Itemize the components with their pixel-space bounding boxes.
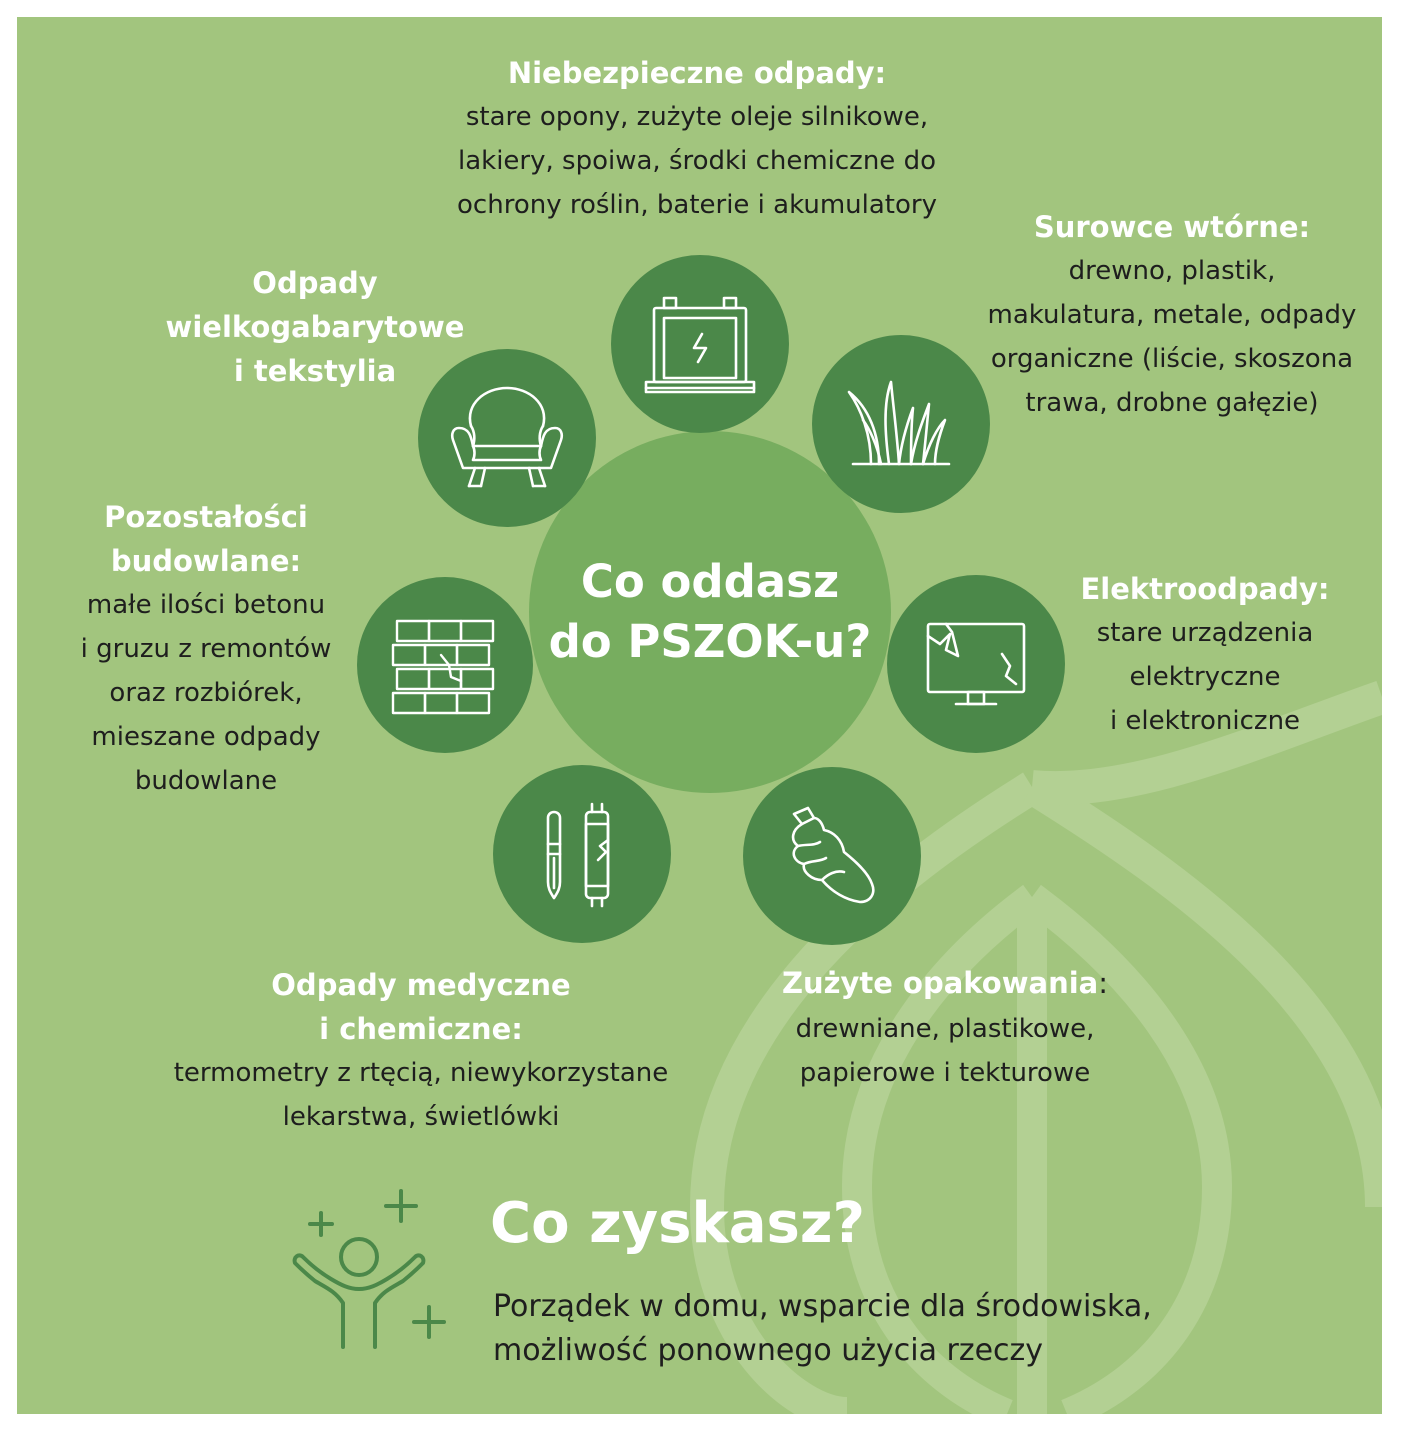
bulky-title: i tekstylia: [233, 354, 397, 388]
recyclables-line: drewno, plastik,: [1068, 256, 1276, 286]
recyclables-line: organiczne (liście, skoszona: [990, 344, 1354, 374]
center-question-line1: Co oddasz: [580, 555, 840, 608]
construction-title: Pozostałości: [104, 500, 308, 534]
packaging-line: papierowe i tekturowe: [799, 1058, 1091, 1088]
electronics-circle: [887, 575, 1065, 753]
construction-line: mieszane odpady: [91, 722, 321, 752]
thermometer-fluorescent-tube-icon: [522, 794, 642, 914]
happy-person-icon: [285, 1187, 455, 1357]
hazardous-label: [397, 51, 997, 227]
construction-circle: [357, 577, 533, 753]
grass-icon: [841, 364, 961, 484]
construction-label: [61, 495, 351, 803]
medical-line: lekarstwa, świetlówki: [282, 1102, 560, 1132]
medical-title: i chemiczne:: [319, 1012, 523, 1046]
construction-line: budowlane: [134, 766, 278, 796]
packaging-title-colon: :: [1098, 966, 1109, 1000]
electronics-line: elektryczne: [1129, 662, 1281, 692]
bulky-title: Odpady: [252, 266, 378, 300]
packaging-label: [755, 961, 1135, 1095]
infographic-panel: [17, 17, 1382, 1414]
gain-line: możliwość ponownego użycia rzeczy: [493, 1333, 1044, 1368]
broken-monitor-icon: [916, 604, 1036, 724]
brick-wall-icon: [385, 605, 505, 725]
medical-circle: [493, 765, 671, 943]
construction-line: oraz rozbiórek,: [109, 678, 303, 708]
hazardous-circle: [611, 255, 789, 433]
electronics-title: Elektroodpady:: [1080, 572, 1330, 606]
packaging-title: Zużyte opakowania: [781, 966, 1099, 1000]
battery-icon: [640, 284, 760, 404]
hazardous-line: stare opony, zużyte oleje silnikowe,: [465, 102, 929, 132]
electronics-label: [1055, 567, 1355, 743]
packaging-circle: [743, 767, 921, 945]
gain-description: [493, 1285, 1152, 1373]
bulky-title: wielkogabarytowe: [165, 310, 465, 344]
recyclables-line: makulatura, metale, odpady: [987, 300, 1357, 330]
recyclables-label: [967, 205, 1377, 425]
recyclables-title: Surowce wtórne:: [1033, 210, 1311, 244]
construction-line: i gruzu z remontów: [80, 634, 332, 664]
crushed-bottle-icon: [772, 796, 892, 916]
construction-title: budowlane:: [110, 544, 302, 578]
medical-line: termometry z rtęcią, niewykorzystane: [173, 1058, 669, 1088]
packaging-line: drewniane, plastikowe,: [795, 1014, 1095, 1044]
recyclables-line: trawa, drobne gałęzie): [1025, 388, 1319, 418]
medical-title: Odpady medyczne: [271, 968, 571, 1002]
bulky-label: [151, 261, 479, 393]
medical-label: [141, 963, 701, 1139]
center-question-line2: do PSZOK-u?: [548, 615, 872, 668]
hazardous-line: lakiery, spoiwa, środki chemiczne do: [458, 146, 936, 176]
hazardous-line: ochrony roślin, baterie i akumulatory: [457, 190, 937, 220]
gain-title: Co zyskasz?: [490, 1191, 865, 1256]
gain-line: Porządek w domu, wsparcie dla środowiska,: [493, 1289, 1152, 1324]
construction-line: małe ilości betonu: [86, 590, 326, 620]
armchair-icon: [445, 376, 569, 500]
hazardous-title: Niebezpieczne odpady:: [507, 56, 887, 90]
electronics-line: stare urządzenia: [1096, 618, 1314, 648]
recyclables-circle: [812, 335, 990, 513]
electronics-line: i elektroniczne: [1109, 706, 1301, 736]
